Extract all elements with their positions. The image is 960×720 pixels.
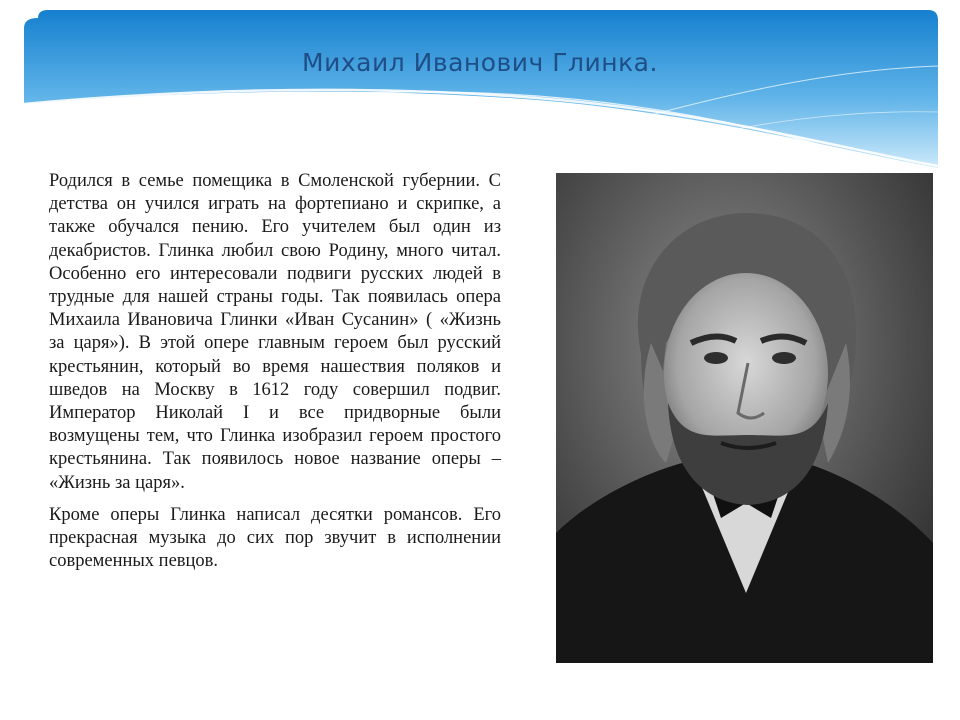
portrait-illustration [556, 173, 933, 663]
paragraph-romances: Кроме оперы Глинка написал десятки романсов. Его прекрасная музыка до сих пор звучит в исполнении современных певцов. [49, 504, 501, 572]
header-wave-banner [0, 0, 960, 175]
paragraph-biography: Родился в семье помещика в Смоленской губернии. С детства он учился играть на фортепиано и скрипке, а также обучался пению. Его учителем был один из декабристов. Глинка любил свою Родину, много читал. Особенно его интересовали подвиги русских людей в трудные для нашей страны годы. Так появилась опера Михаила Ивановича Глинки «Иван Сусанин» ( «Жизнь за царя»). В этой опере главным героем был русский крестьянин, который во время нашествия поляков и шведов на Москву в 1612 году совершил подвиг. Император Николай I и все придворные были возмущены тем, что Глинка изобразил героем простого крестьянина. Так появилось новое название оперы – «Жизнь за царя». [49, 171, 501, 493]
body-text [49, 170, 501, 582]
slide-title: Михаил Иванович Глинка. [302, 48, 658, 77]
portrait-photo [556, 173, 933, 663]
